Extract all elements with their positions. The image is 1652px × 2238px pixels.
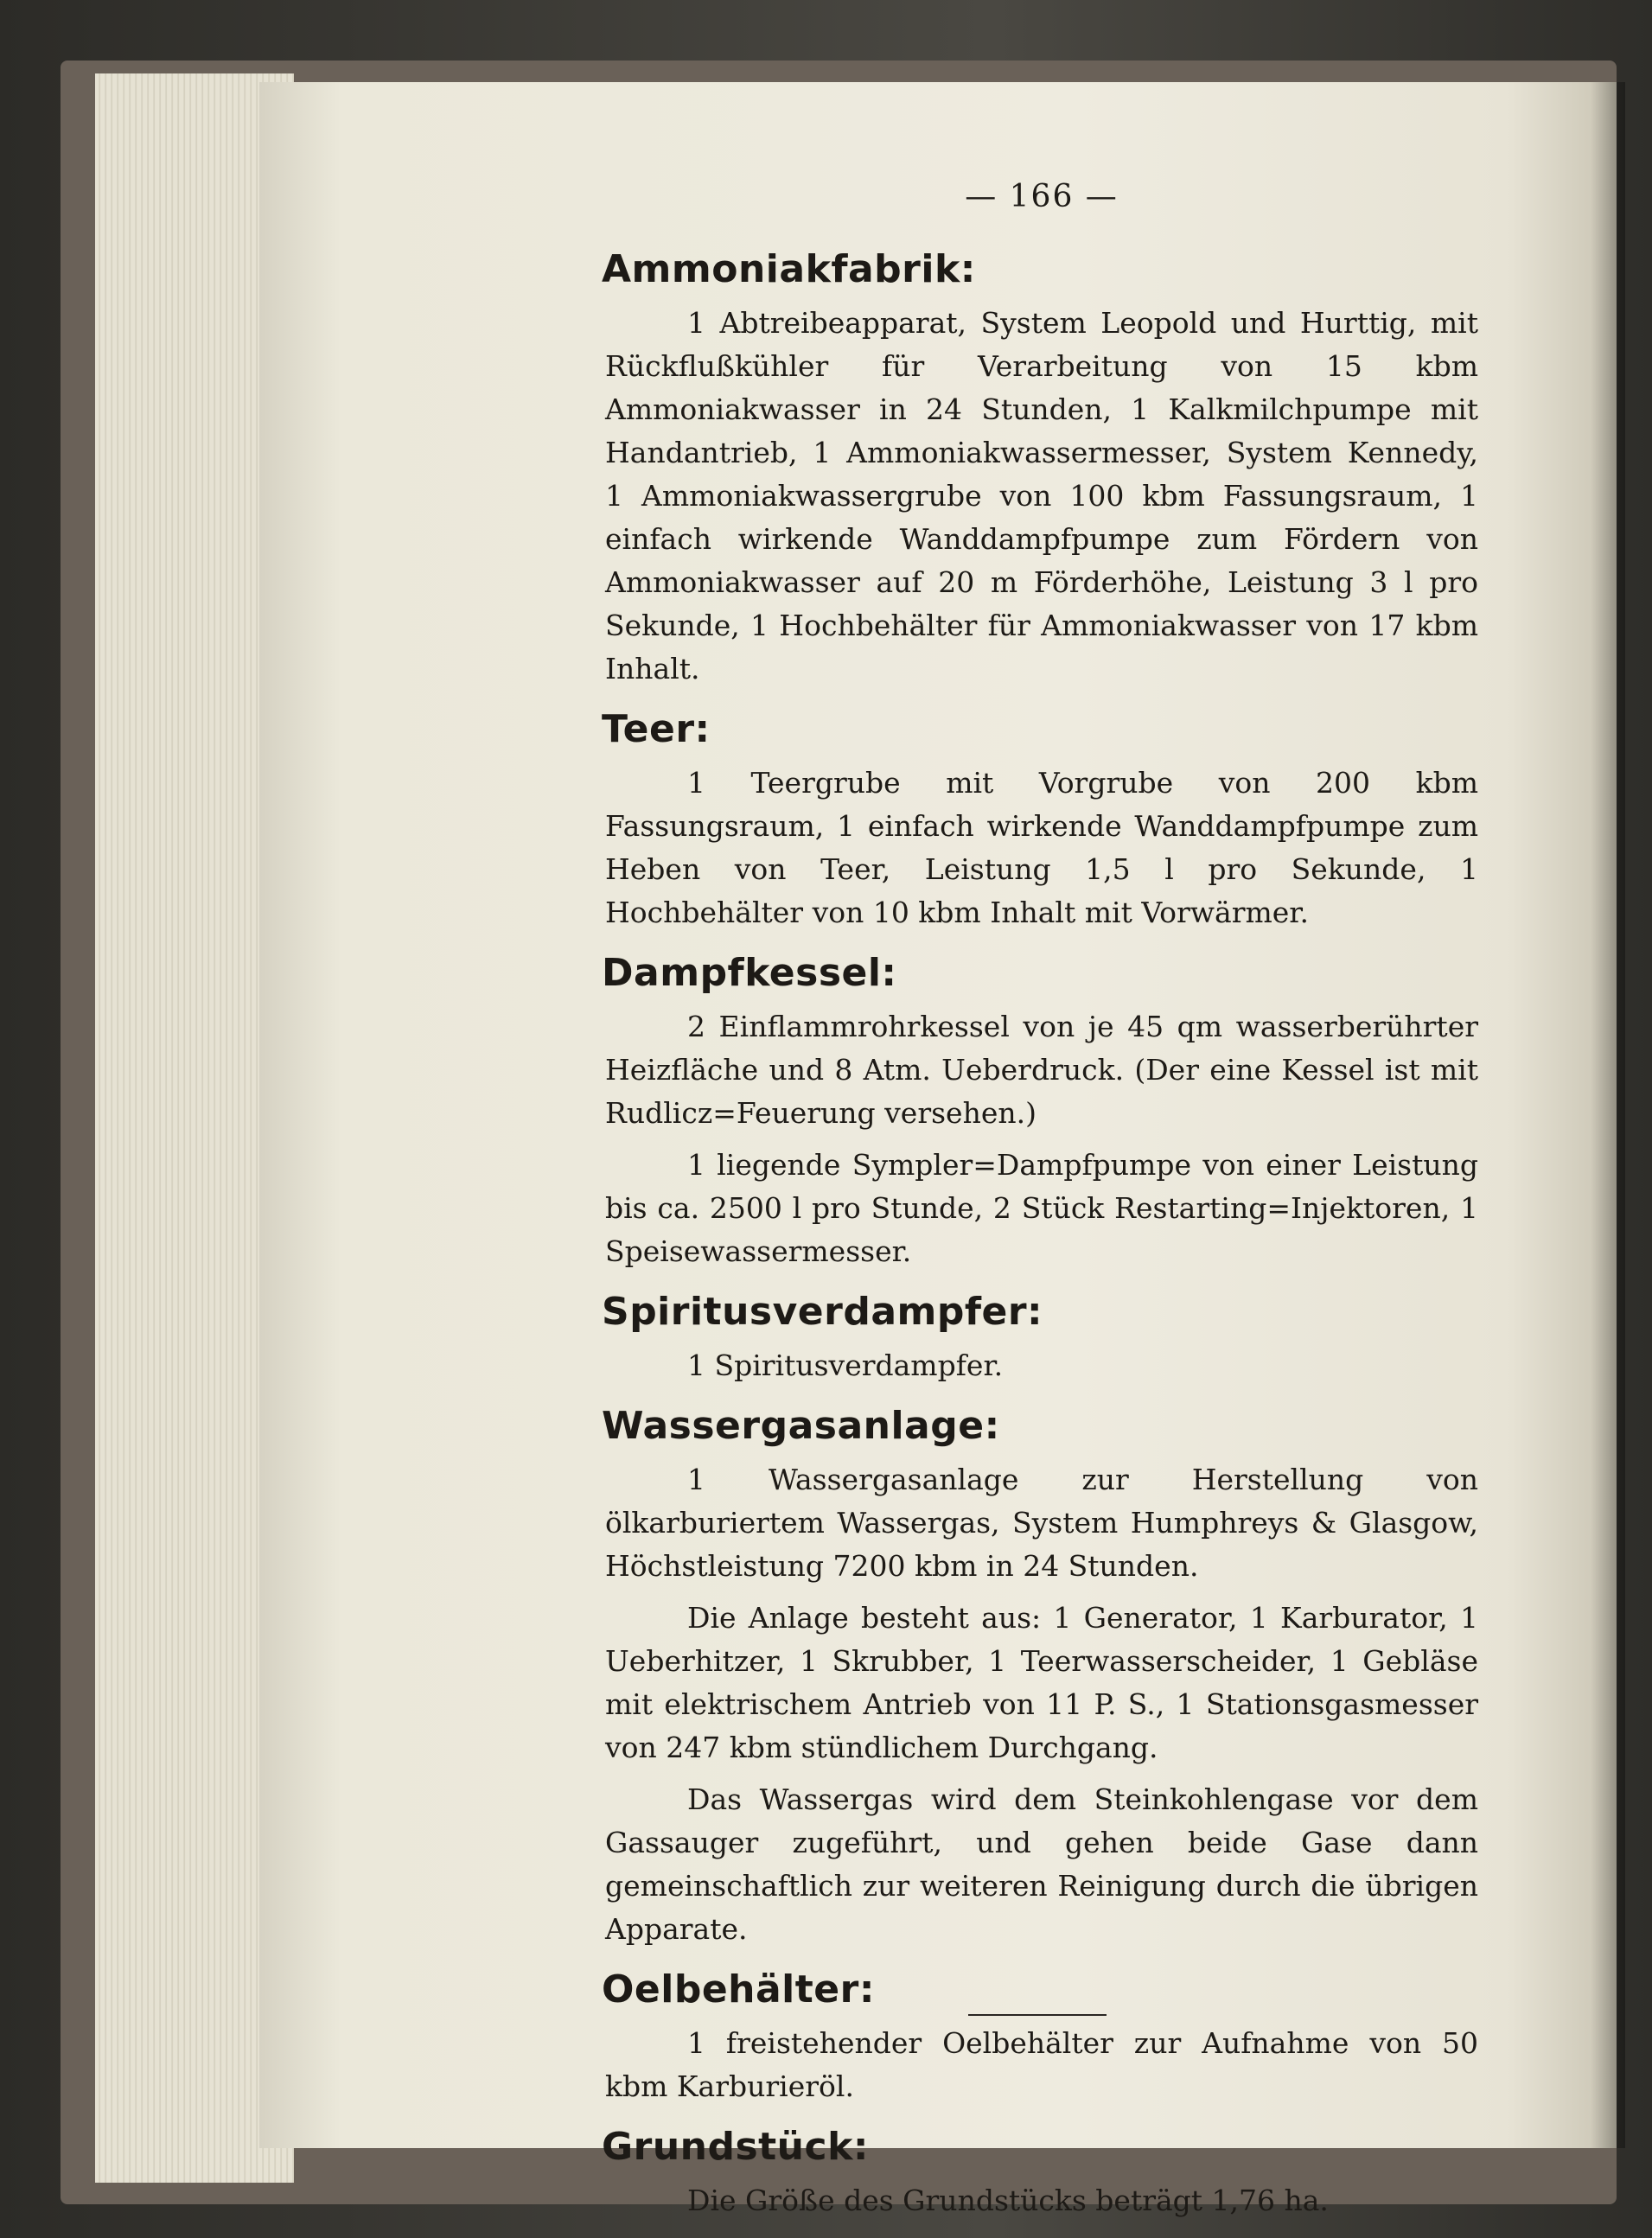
page-text (602, 177, 1478, 2231)
paragraph: Das Wassergas wird dem Steinkohlengase vor dem Gassauger zugeführt, und gehen beide Gase dann gemeinschaftlich zur weiteren Reinigung durch die übrigen Apparate. (605, 1782, 1478, 1946)
section-heading: Dampfkessel: (602, 951, 897, 995)
section-heading: Oelbehälter: (602, 1967, 875, 2012)
section-ammoniakfabrik (602, 246, 1478, 691)
page-number: — 166 — (965, 179, 1119, 214)
section-heading: Grundstück: (602, 2125, 869, 2169)
section-spiritusverdampfer (602, 1289, 1478, 1387)
footer-rule (968, 2014, 1107, 2016)
section-heading: Spiritusverdampfer: (602, 1290, 1043, 1334)
section-oelbehaelter (602, 1967, 1478, 2108)
paragraph: 1 freistehender Oelbehälter zur Aufnahme von 50 kbm Karburieröl. (605, 2026, 1478, 2103)
spine-shadow (1591, 82, 1625, 2148)
paragraph: 1 Wassergasanlage zur Herstellung von ölkarburiertem Wassergas, System Humphreys & Glasgow, Höchstleistung 7200 kbm in 24 Stunden. (605, 1463, 1478, 1583)
paragraph: 2 Einflammrohrkessel von je 45 qm wasserberührter Heizfläche und 8 Atm. Ueberdruck. (Der eine Kessel ist mit Rudlicz=Feuerung versehen.) (605, 1010, 1478, 1130)
section-heading: Wassergasanlage: (602, 1404, 1000, 1448)
paragraph: 1 liegende Sympler=Dampfpumpe von einer Leistung bis ca. 2500 l pro Stunde, 2 Stück Restarting=Injektoren, 1 Speisewassermesser. (605, 1148, 1478, 1268)
paragraph: 1 Teergrube mit Vorgrube von 200 kbm Fassungsraum, 1 einfach wirkende Wanddampfpumpe zum Heben von Teer, Leistung 1,5 l pro Sekunde, 1 Hochbehälter von 10 kbm Inhalt mit Vorwärmer. (605, 766, 1478, 929)
section-grundstueck (602, 2124, 1478, 2222)
paragraph: 1 Abtreibeapparat, System Leopold und Hurttig, mit Rückflußkühler für Verarbeitung von 15 kbm Ammoniakwasser in 24 Stunden, 1 Kalkmilchpumpe mit Handantrieb, 1 Ammoniakwassermesser, System Kennedy, 1 Ammoniakwassergrube von 100 kbm Fassungsraum, 1 einfach wirkende Wanddampfpumpe zum Fördern von Ammoniakwasser auf 20 m Förderhöhe, Leistung 3 l pro Sekunde, 1 Hochbehälter für Ammoniakwasser von 17 kbm Inhalt. (605, 306, 1478, 685)
section-heading: Teer: (602, 707, 711, 751)
section-heading: Ammoniakfabrik: (602, 247, 976, 291)
paragraph: 1 Spiritusverdampfer. (687, 1349, 1004, 1382)
paragraph: Die Größe des Grundstücks beträgt 1,76 ha. (687, 2184, 1329, 2217)
section-teer (602, 706, 1478, 934)
paragraph: Die Anlage besteht aus: 1 Generator, 1 Karburator, 1 Ueberhitzer, 1 Skrubber, 1 Teerwasserscheider, 1 Gebläse mit elektrischem Antrieb von 11 P. S., 1 Stationsgasmesser von 247 kbm stündlichem Durchgang. (605, 1601, 1478, 1764)
section-dampfkessel (602, 950, 1478, 1273)
section-wassergasanlage (602, 1403, 1478, 1951)
